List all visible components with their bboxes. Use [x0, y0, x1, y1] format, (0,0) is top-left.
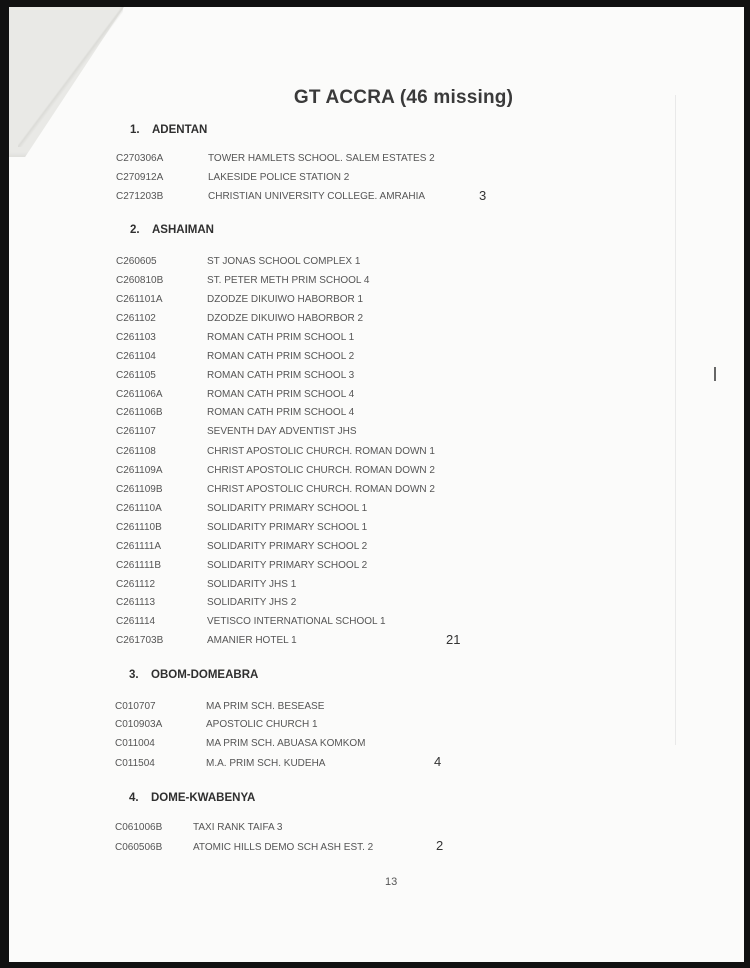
- scan-artifact-mark: [714, 367, 716, 381]
- list-item: [115, 719, 318, 730]
- station-code: C260605: [116, 256, 157, 267]
- station-code: C261102: [116, 313, 156, 324]
- station-code: C261110A: [116, 503, 162, 514]
- station-code: C261111B: [116, 560, 162, 571]
- station-code: C261106A: [116, 389, 163, 400]
- station-name: CHRIST APOSTOLIC CHURCH. ROMAN DOWN 1: [207, 446, 435, 457]
- section-heading: [130, 124, 207, 136]
- list-item: [115, 738, 366, 749]
- list-item: [116, 484, 435, 495]
- scan-artifact-line: [675, 95, 676, 745]
- section-missing-count: 2: [436, 838, 444, 853]
- station-name: SOLIDARITY PRIMARY SCHOOL 2: [207, 560, 368, 571]
- list-item: [116, 332, 355, 343]
- folded-corner-edge: [18, 7, 123, 147]
- station-name: ST JONAS SCHOOL COMPLEX 1: [207, 256, 361, 267]
- station-code: C270912A: [116, 172, 164, 183]
- list-item: [115, 822, 283, 833]
- station-name: SOLIDARITY JHS 2: [207, 597, 297, 608]
- station-name: SEVENTH DAY ADVENTIST JHS: [207, 426, 357, 437]
- section-heading: [130, 224, 214, 236]
- list-item: [116, 522, 368, 533]
- station-name: VETISCO INTERNATIONAL SCHOOL 1: [207, 616, 386, 627]
- station-code: C261105: [116, 370, 156, 381]
- station-code: C261703B: [116, 635, 164, 646]
- station-name: MA PRIM SCH. BESEASE: [206, 701, 325, 712]
- section-missing-count: 21: [446, 632, 461, 647]
- station-code: C261107: [116, 426, 156, 437]
- list-item: [116, 191, 426, 202]
- station-name: LAKESIDE POLICE STATION 2: [208, 172, 350, 183]
- station-name: ST. PETER METH PRIM SCHOOL 4: [207, 275, 370, 286]
- station-code: C261109B: [116, 484, 163, 495]
- station-code: C261111A: [116, 541, 162, 552]
- list-item: [116, 153, 435, 164]
- list-item: [116, 426, 357, 437]
- station-name: TOWER HAMLETS SCHOOL. SALEM ESTATES 2: [208, 153, 435, 164]
- station-name: CHRIST APOSTOLIC CHURCH. ROMAN DOWN 2: [207, 465, 435, 476]
- station-name: ROMAN CATH PRIM SCHOOL 3: [207, 370, 355, 381]
- station-code: C011004: [115, 738, 155, 749]
- station-code: C011504: [115, 758, 155, 769]
- list-item: [116, 351, 355, 362]
- station-name: MA PRIM SCH. ABUASA KOMKOM: [206, 738, 366, 749]
- station-code: C271203B: [116, 191, 164, 202]
- list-item: [116, 370, 355, 381]
- station-name: ROMAN CATH PRIM SCHOOL 4: [207, 389, 355, 400]
- list-item: [116, 597, 297, 608]
- scanned-page: [9, 7, 744, 962]
- station-code: C260810B: [116, 275, 164, 286]
- station-code: C261106B: [116, 407, 163, 418]
- section-number: 3.: [129, 669, 139, 681]
- station-name: ATOMIC HILLS DEMO SCH ASH EST. 2: [193, 842, 374, 853]
- station-name: SOLIDARITY PRIMARY SCHOOL 2: [207, 541, 368, 552]
- station-code: C061006B: [115, 822, 163, 833]
- station-name: DZODZE DIKUIWO HABORBOR 2: [207, 313, 364, 324]
- list-item: [116, 541, 368, 552]
- station-name: AMANIER HOTEL 1: [207, 635, 297, 646]
- station-code: C261112: [116, 579, 156, 590]
- list-item: [116, 172, 350, 183]
- station-name: SOLIDARITY PRIMARY SCHOOL 1: [207, 522, 368, 533]
- station-name: ROMAN CATH PRIM SCHOOL 1: [207, 332, 355, 343]
- station-code: C060506B: [115, 842, 163, 853]
- section-name: DOME-KWABENYA: [151, 792, 256, 804]
- section-number: 4.: [129, 792, 139, 804]
- list-item: [116, 616, 386, 627]
- list-item: [115, 701, 325, 712]
- list-item: [115, 758, 326, 769]
- list-item: [116, 446, 435, 457]
- section-missing-count: 4: [434, 754, 442, 769]
- station-code: C010707: [115, 701, 156, 712]
- section-heading: [129, 669, 258, 681]
- list-item: [116, 407, 355, 418]
- station-code: C261108: [116, 446, 156, 457]
- station-name: CHRISTIAN UNIVERSITY COLLEGE. AMRAHIA: [208, 191, 426, 202]
- list-item: [116, 635, 297, 646]
- station-name: SOLIDARITY PRIMARY SCHOOL 1: [207, 503, 368, 514]
- station-code: C261104: [116, 351, 156, 362]
- station-name: APOSTOLIC CHURCH 1: [206, 719, 318, 730]
- list-item: [116, 503, 368, 514]
- station-code: C261114: [116, 616, 156, 627]
- station-code: C261103: [116, 332, 156, 343]
- station-code: C261110B: [116, 522, 162, 533]
- station-name: TAXI RANK TAIFA 3: [193, 822, 283, 833]
- list-item: [116, 294, 364, 305]
- section-missing-count: 3: [479, 188, 487, 203]
- list-item: [116, 256, 361, 267]
- station-name: ROMAN CATH PRIM SCHOOL 4: [207, 407, 355, 418]
- station-name: SOLIDARITY JHS 1: [207, 579, 297, 590]
- page-number: 13: [385, 876, 398, 888]
- section-number: 2.: [130, 224, 140, 236]
- station-code: C261109A: [116, 465, 163, 476]
- page-title: GT ACCRA (46 missing): [293, 87, 514, 108]
- station-name: DZODZE DIKUIWO HABORBOR 1: [207, 294, 364, 305]
- list-item: [116, 579, 297, 590]
- list-item: [116, 313, 364, 324]
- list-item: [116, 560, 368, 571]
- station-code: C261101A: [116, 294, 163, 305]
- list-item: [116, 465, 435, 476]
- section-name: ADENTAN: [152, 124, 208, 136]
- list-item: [115, 842, 374, 853]
- station-code: C261113: [116, 597, 156, 608]
- section-number: 1.: [130, 124, 140, 136]
- station-code: C270306A: [116, 153, 164, 164]
- list-item: [116, 389, 355, 400]
- section-heading: [129, 792, 255, 804]
- station-name: M.A. PRIM SCH. KUDEHA: [206, 758, 326, 769]
- station-code: C010903A: [115, 719, 163, 730]
- section-name: ASHAIMAN: [152, 224, 214, 236]
- section-name: OBOM-DOMEABRA: [151, 669, 259, 681]
- list-item: [116, 275, 370, 286]
- station-name: CHRIST APOSTOLIC CHURCH. ROMAN DOWN 2: [207, 484, 435, 495]
- station-name: ROMAN CATH PRIM SCHOOL 2: [207, 351, 355, 362]
